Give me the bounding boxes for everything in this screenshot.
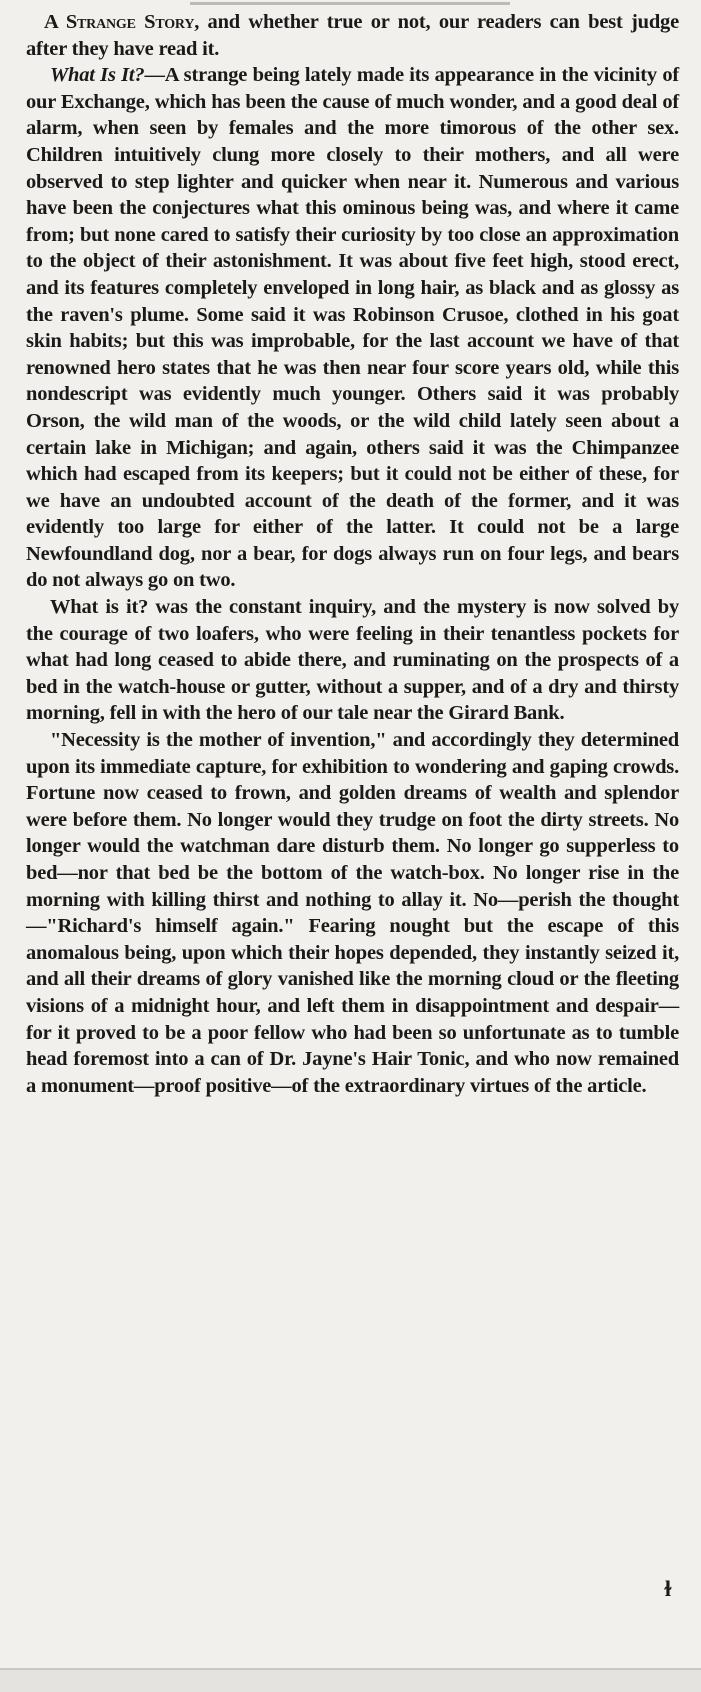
bottom-cut-strip [0,1668,701,1692]
body-paragraph-2: What is it? was the constant inquiry, and the mystery is now solved by the courage of two loafers, who were feeling in their tenantless pockets for what had long ceased to abide there, and ruminating on the prospects of a bed in the watch-house or gutter, without a supper, and of a dry and thirsty morning, fell in with the hero of our tale near the Girard Bank. [26,596,679,725]
intro-text: and whether true or not, our readers can best judge after they have read it. [26,11,679,60]
top-divider-rule [190,2,510,5]
intro-small-caps: A Strange Story, [44,11,200,33]
article-column [26,9,679,1099]
body-paragraph-1 [26,62,679,594]
body-paragraph-3: "Necessity is the mother of invention," and accordingly they determined upon its immediate capture, for exhibition to wondering and gaping crowds. Fortune now ceased to frown, and golden dreams of wealth and splendor were before them. No longer would they trudge on foot the dirty streets. No longer would the watchman dare disturb them. No longer go supperless to bed—nor that bed be the bottom of the watch-box. No longer rise in the morning with killing thirst and nothing to allay it. No—perish the thought—"Richard's himself again." Fearing nought but the escape of this anomalous being, upon which their hopes depended, they instantly seized it, and all their dreams of glory vanished like the morning cloud or the fleeting visions of a midnight hour, and left them in disappointment and despair—for it proved to be a poor fellow who had been so unfortunate as to tumble head foremost into a can of Dr. Jayne's Hair Tonic, and who now remained a monument—proof positive—of the extraordinary virtues of the article. [26,729,679,1097]
paragraph-1-text: —A strange being lately made its appearance in the vicinity of our Exchange, which has been the cause of much wonder, and a good deal of alarm, when seen by females and the more timorous of the other sex. Children intuitively clung more closely to their mothers, and all were observed to step lighter and quicker when near it. Numerous and various have been the conjectures what this ominous being was, and where it came from; but none cared to satisfy their curiosity by too close an approximation to the object of their astonishment. It was about five feet high, stood erect, and its features completely enveloped in long hair, as black and as glossy as the raven's plume. Some said it was Robinson Crusoe, clothed in his goat skin habits; but this was improbable, for the last account we have of that renowned hero states that he was then near four score years old, while this nondescript was evidently much younger. Others said it was probably Orson, the wild man of the woods, or the wild child lately seen about a certain lake in Michigan; and again, others said it was the Chimpanzee which had escaped from its keepers; but it could not be either of these, for we have an undoubted account of the death of the former, and it was evidently too large for either of the latter. It could not be a large Newfoundland dog, nor a bear, for dogs always run on four legs, and bears do not always go on two. [26,64,679,592]
article-heading: What Is It? [50,64,145,87]
intro-paragraph [26,9,679,62]
end-mark-glyph: ɫ [664,1576,671,1601]
